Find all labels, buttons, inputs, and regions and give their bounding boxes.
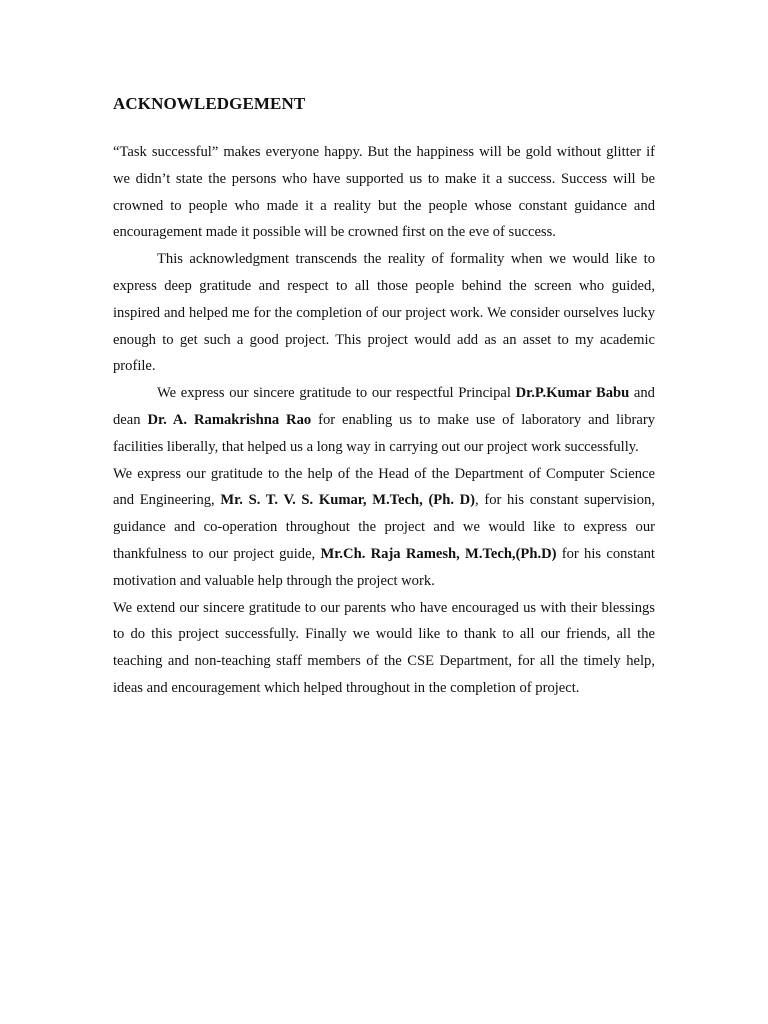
paragraph-parents-friends: We extend our sincere gratitude to our parents who have encouraged us with their blessings to do this project successfully. Finally we would like to thank to all our friends, all the teaching and non-teaching staff members of the CSE Department, for all the timely help, ideas and encouragement which helped throughout in the completion of project. xyxy=(113,599,655,696)
principal-name: Dr.P.Kumar Babu xyxy=(515,385,630,402)
paragraph-task-successful: “Task successful” makes everyone happy. But the happiness will be gold without glitter if we didn’t state the persons who have supported us to make it a success. Success will be crowned to people who made it a reality but the people whose constant guidance and encouragement made it possible will be crowned first on the eve of success. xyxy=(113,144,655,241)
dean-intro-text: and dean xyxy=(113,385,655,428)
hod-name: Mr. S. T. V. S. Kumar, M.Tech, (Ph. D) xyxy=(220,492,476,509)
project-guide-name: Mr.Ch. Raja Ramesh, M.Tech,(Ph.D) xyxy=(320,545,557,562)
page-title: ACKNOWLEDGEMENT xyxy=(113,94,306,113)
paragraph-department-gratitude xyxy=(113,461,655,595)
paragraph-transcends-formality: This acknowledgment transcends the reality of formality when we would like to express deep gratitude and respect to all those people behind the screen who guided, inspired and helped me for the completion of our project work. We consider ourselves lucky enough to get such a good project. This project would add as an asset to my academic profile. xyxy=(113,251,655,375)
facilities-text: for enabling us to make use of laboratory and library facilities liberally, that helped us a long way in carrying out our project work successfully. xyxy=(113,411,656,455)
supervision-text: , for his constant supervision, guidance and co-operation throughout the project and we would like to express our thankfulness to our project guide, xyxy=(113,492,655,562)
dean-name: Dr. A. Ramakrishna Rao xyxy=(147,411,312,428)
motivation-text: for his constant motivation and valuable help through the project work. xyxy=(113,545,655,589)
paragraph-principal-gratitude xyxy=(113,380,655,460)
principal-intro-text: We express our sincere gratitude to our respectful Principal xyxy=(157,385,516,402)
department-intro-text: We express our gratitude to the help of the Head of the Department of Computer Science and Engineering, xyxy=(113,465,655,509)
acknowledgement-body xyxy=(113,139,655,702)
